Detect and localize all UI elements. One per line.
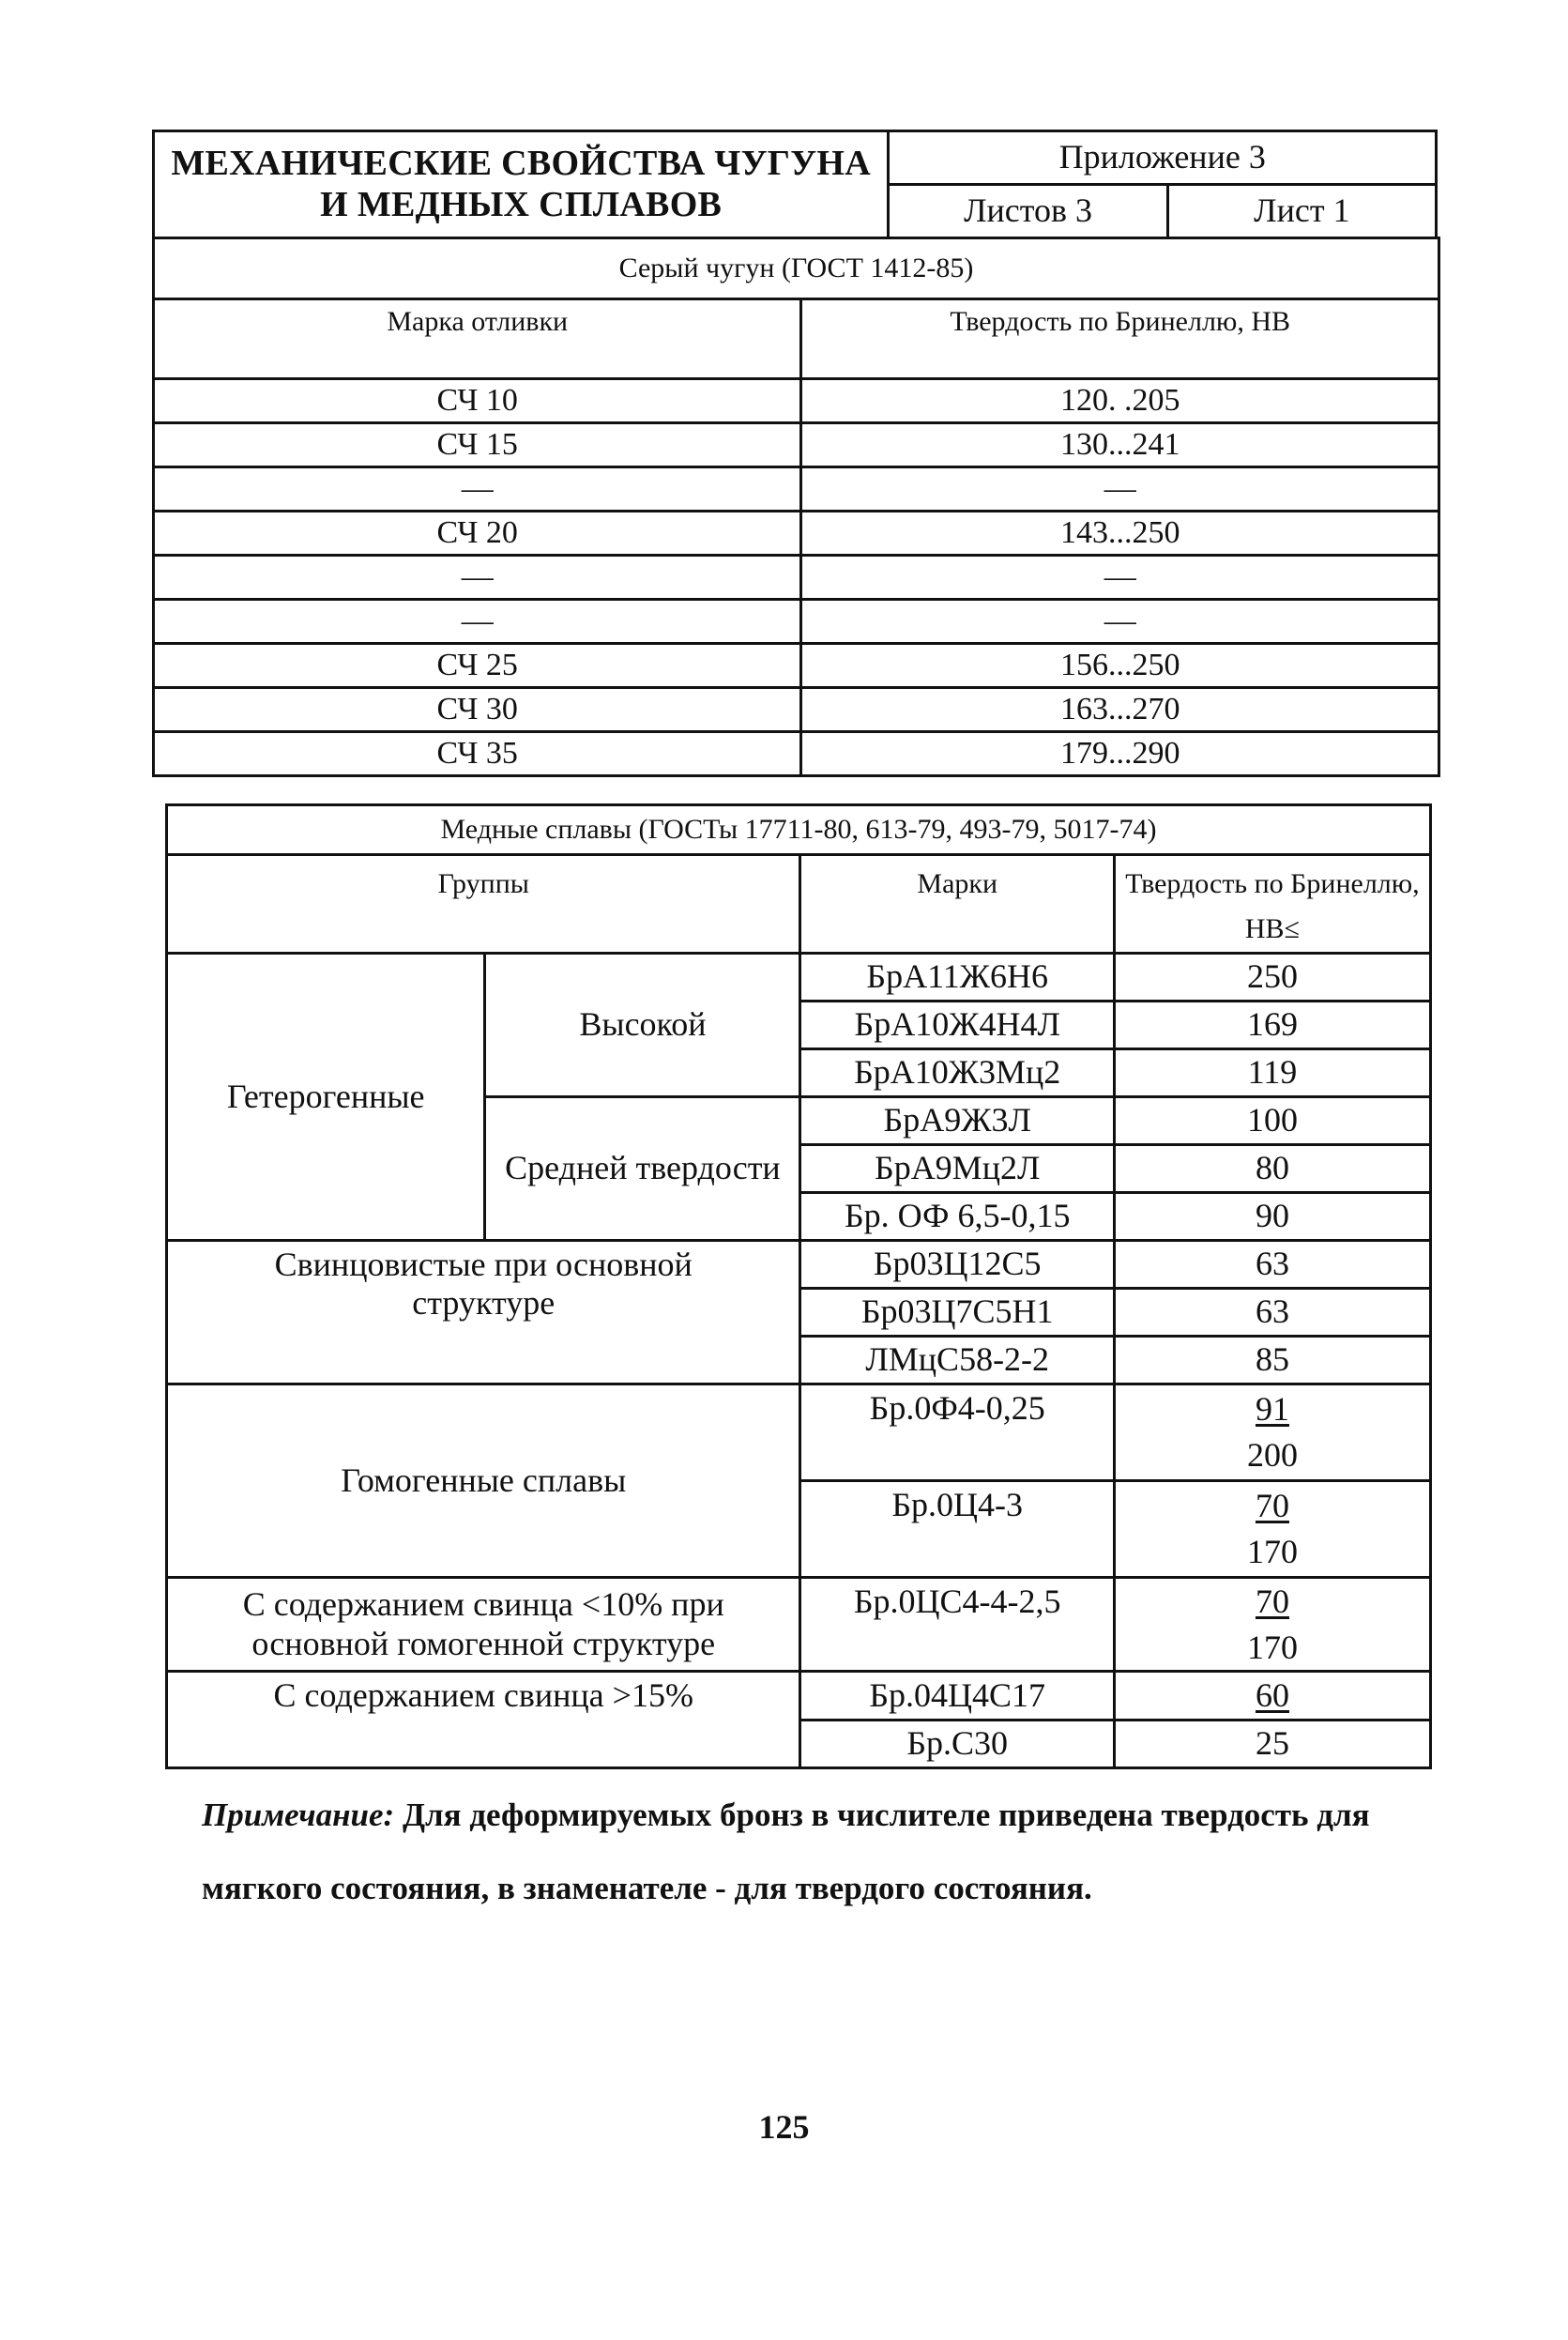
table-row	[154, 600, 1439, 644]
group-heterogeneous: Гетерогенные	[167, 954, 485, 1241]
hardness-cell: —	[801, 600, 1439, 644]
table-row	[154, 423, 1439, 467]
hardness-soft: 70	[1255, 1487, 1289, 1525]
table-row	[154, 512, 1439, 556]
column-header-groups: Группы	[167, 855, 800, 954]
hardness-cell: 85	[1114, 1337, 1430, 1384]
grade-cell: —	[154, 556, 801, 600]
hardness-hard: 170	[1246, 1628, 1298, 1666]
column-header-grade: Марка отливки	[154, 299, 801, 379]
hardness-cell: —	[801, 467, 1439, 512]
hardness-soft: 91	[1255, 1390, 1289, 1429]
grade-cell: СЧ 30	[154, 688, 801, 732]
hardness-fraction	[1256, 1673, 1289, 1719]
document-title	[154, 131, 889, 238]
hardness-fraction	[1247, 1483, 1298, 1574]
note-paragraph	[202, 1779, 1450, 1925]
hardness-cell: 120. .205	[801, 379, 1439, 423]
table-row	[167, 1578, 1431, 1672]
copper-alloys-caption: Медные сплавы (ГОСТы 17711-80, 613-79, 493-79, 5017-74)	[167, 805, 1431, 855]
hardness-hard: 200	[1246, 1436, 1298, 1474]
page-number: 125	[758, 2108, 810, 2146]
hardness-soft: 70	[1255, 1583, 1289, 1620]
hardness-cell: 169	[1114, 1002, 1430, 1049]
subgroup-medium-hardness: Средней твердости	[485, 1097, 800, 1241]
table-row	[167, 1672, 1431, 1721]
sheet-number: Лист 1	[1167, 185, 1436, 238]
column-header-hardness	[1114, 855, 1430, 954]
appendix-label: Приложение 3	[889, 131, 1437, 185]
title-line-1: МЕХАНИЧЕСКИЕ СВОЙСТВА ЧУГУНА	[171, 143, 872, 183]
hardness-cell	[1114, 1578, 1430, 1672]
hardness-cell: 63	[1114, 1289, 1430, 1337]
header-table	[152, 130, 1438, 239]
hardness-hard: 170	[1246, 1533, 1298, 1570]
column-header-grades: Марки	[800, 855, 1114, 954]
cast-iron-caption: Серый чугун (ГОСТ 1412-85)	[154, 238, 1439, 299]
note-label: Примечание:	[202, 1797, 395, 1833]
hardness-cell	[1114, 1481, 1430, 1578]
hardness-cell: 130...241	[801, 423, 1439, 467]
grade-cell: Бр.0ЦС4-4-2,5	[800, 1578, 1114, 1672]
table-row	[154, 467, 1439, 512]
hardness-cell: 90	[1114, 1193, 1430, 1241]
grade-cell: БрА10Ж4Н4Л	[800, 1002, 1114, 1049]
table-row	[154, 732, 1439, 776]
grade-cell: —	[154, 467, 801, 512]
title-line-2: И МЕДНЫХ СПЛАВОВ	[320, 184, 723, 224]
hardness-header-text: Твердость по Бринеллю, НВ≤	[1125, 868, 1420, 944]
cast-iron-table	[152, 237, 1440, 777]
hardness-fraction	[1247, 1386, 1298, 1477]
table-row	[154, 688, 1439, 732]
grade-cell: Бр. ОФ 6,5-0,15	[800, 1193, 1114, 1241]
grade-cell: БрА11Ж6Н6	[800, 954, 1114, 1002]
grade-cell: Бр.С30	[800, 1720, 1114, 1767]
grade-cell: Бр.0Ф4-0,25	[800, 1384, 1114, 1481]
table-row	[167, 1384, 1431, 1481]
table-row	[154, 644, 1439, 688]
hardness-cell: 63	[1114, 1241, 1430, 1289]
group-homogeneous: Гомогенные сплавы	[167, 1384, 800, 1578]
hardness-cell	[1114, 1672, 1430, 1721]
hardness-cell: 156...250	[801, 644, 1439, 688]
hardness-cell: 100	[1114, 1097, 1430, 1145]
grade-cell: СЧ 15	[154, 423, 801, 467]
hardness-cell: —	[801, 556, 1439, 600]
group-leaded-basic: Свинцовистые при основной структуре	[167, 1241, 800, 1384]
group-lead-gt-15: С содержанием свинца >15%	[167, 1672, 800, 1768]
group-lead-lt-10: С содержанием свинца <10% при основной гомогенной структуре	[167, 1578, 800, 1672]
grade-cell: СЧ 20	[154, 512, 801, 556]
grade-cell: ЛМцС58-2-2	[800, 1337, 1114, 1384]
column-header-hardness: Твердость по Бринеллю, НВ	[801, 299, 1439, 379]
table-row	[167, 1241, 1431, 1289]
hardness-fraction	[1247, 1579, 1298, 1670]
grade-cell: Бр.0Ц4-3	[800, 1481, 1114, 1578]
hardness-cell	[1114, 1384, 1430, 1481]
subgroup-high-hardness: Высокой	[485, 954, 800, 1097]
grade-cell: —	[154, 600, 801, 644]
note-text: Для деформируемых бронз в числителе приведена твердость для мягкого состояния, в знаменателе - для твердого состояния.	[202, 1797, 1370, 1906]
grade-cell: Бр.04Ц4С17	[800, 1672, 1114, 1721]
grade-cell: БрА9Ж3Л	[800, 1097, 1114, 1145]
grade-cell: СЧ 25	[154, 644, 801, 688]
hardness-cell: 250	[1114, 954, 1430, 1002]
hardness-cell: 163...270	[801, 688, 1439, 732]
grade-cell: Бр03Ц7С5Н1	[800, 1289, 1114, 1337]
grade-cell: СЧ 35	[154, 732, 801, 776]
grade-cell: СЧ 10	[154, 379, 801, 423]
grade-cell: БрА9Мц2Л	[800, 1145, 1114, 1193]
hardness-cell: 179...290	[801, 732, 1439, 776]
hardness-cell: 119	[1114, 1049, 1430, 1097]
hardness-cell: 143...250	[801, 512, 1439, 556]
hardness-soft: 60	[1255, 1676, 1289, 1715]
table-row	[167, 954, 1431, 1002]
hardness-cell: 25	[1114, 1720, 1430, 1767]
table-row	[154, 556, 1439, 600]
sheets-count: Листов 3	[889, 185, 1167, 238]
grade-cell: БрА10Ж3Мц2	[800, 1049, 1114, 1097]
copper-alloys-table	[165, 803, 1432, 1769]
hardness-cell: 80	[1114, 1145, 1430, 1193]
grade-cell: Бр03Ц12С5	[800, 1241, 1114, 1289]
table-row	[154, 379, 1439, 423]
